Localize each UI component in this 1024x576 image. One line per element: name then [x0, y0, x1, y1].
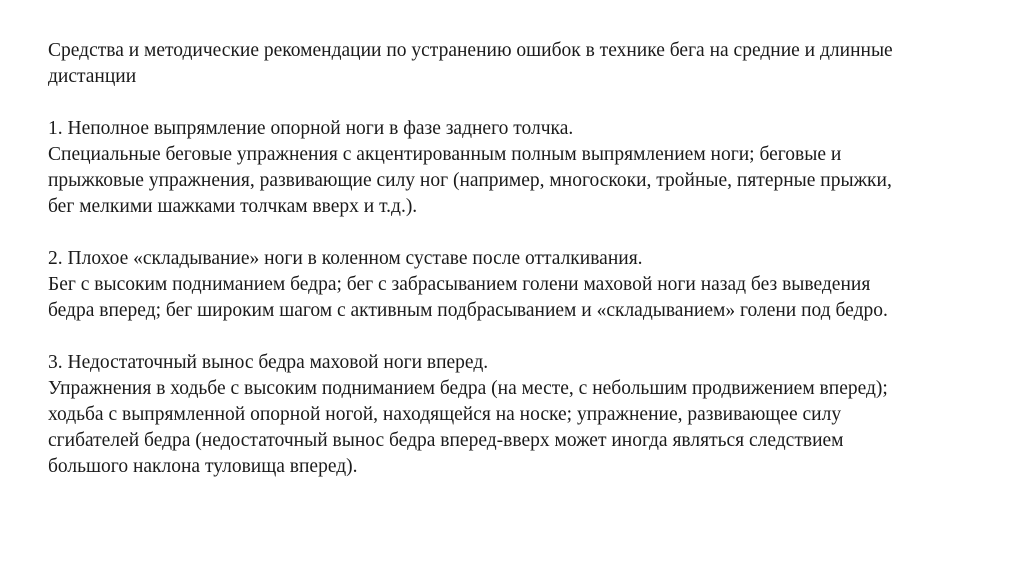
- slide-text: [48, 38, 988, 480]
- spacer: [48, 220, 988, 246]
- section-text-line: ходьба с выпрямленной опорной ногой, находящейся на носке; упражнение, развивающее силу: [48, 404, 842, 425]
- section-1: [48, 116, 988, 220]
- spacer: [48, 324, 988, 350]
- section-text-line: Специальные беговые упражнения с акцентированным полным выпрямлением ноги; беговые и: [48, 144, 842, 165]
- section-2: [48, 246, 988, 324]
- title-line: дистанции: [48, 66, 137, 87]
- section-text-line: прыжковые упражнения, развивающие силу ног (например, многоскоки, тройные, пятерные прыжки,: [48, 170, 892, 191]
- section-text-line: бедра вперед; бег широким шагом с активным подбрасыванием и «складыванием» голени под бедро.: [48, 300, 888, 321]
- section-text-line: Упражнения в ходьбе с высоким подниманием бедра (на месте, с небольшим продвижением вперед);: [48, 378, 888, 399]
- slide-title: [48, 38, 988, 90]
- spacer: [48, 90, 988, 116]
- title-line: Средства и методические рекомендации по устранению ошибок в технике бега на средние и длинные: [48, 40, 893, 61]
- section-text-line: сгибателей бедра (недостаточный вынос бедра вперед-вверх может иногда являться следствием: [48, 430, 844, 451]
- section-3: [48, 350, 988, 480]
- section-text-line: Бег с высоким подниманием бедра; бег с забрасыванием голени маховой ноги назад без выведения: [48, 274, 871, 295]
- section-heading: 2. Плохое «складывание» ноги в коленном суставе после отталкивания.: [48, 248, 643, 269]
- section-heading: 3. Недостаточный вынос бедра маховой ноги вперед.: [48, 352, 489, 373]
- section-text-line: большого наклона туловища вперед).: [48, 456, 358, 477]
- section-text-line: бег мелкими шажками толчкам вверх и т.д.).: [48, 196, 418, 217]
- section-heading: 1. Неполное выпрямление опорной ноги в фазе заднего толчка.: [48, 118, 574, 139]
